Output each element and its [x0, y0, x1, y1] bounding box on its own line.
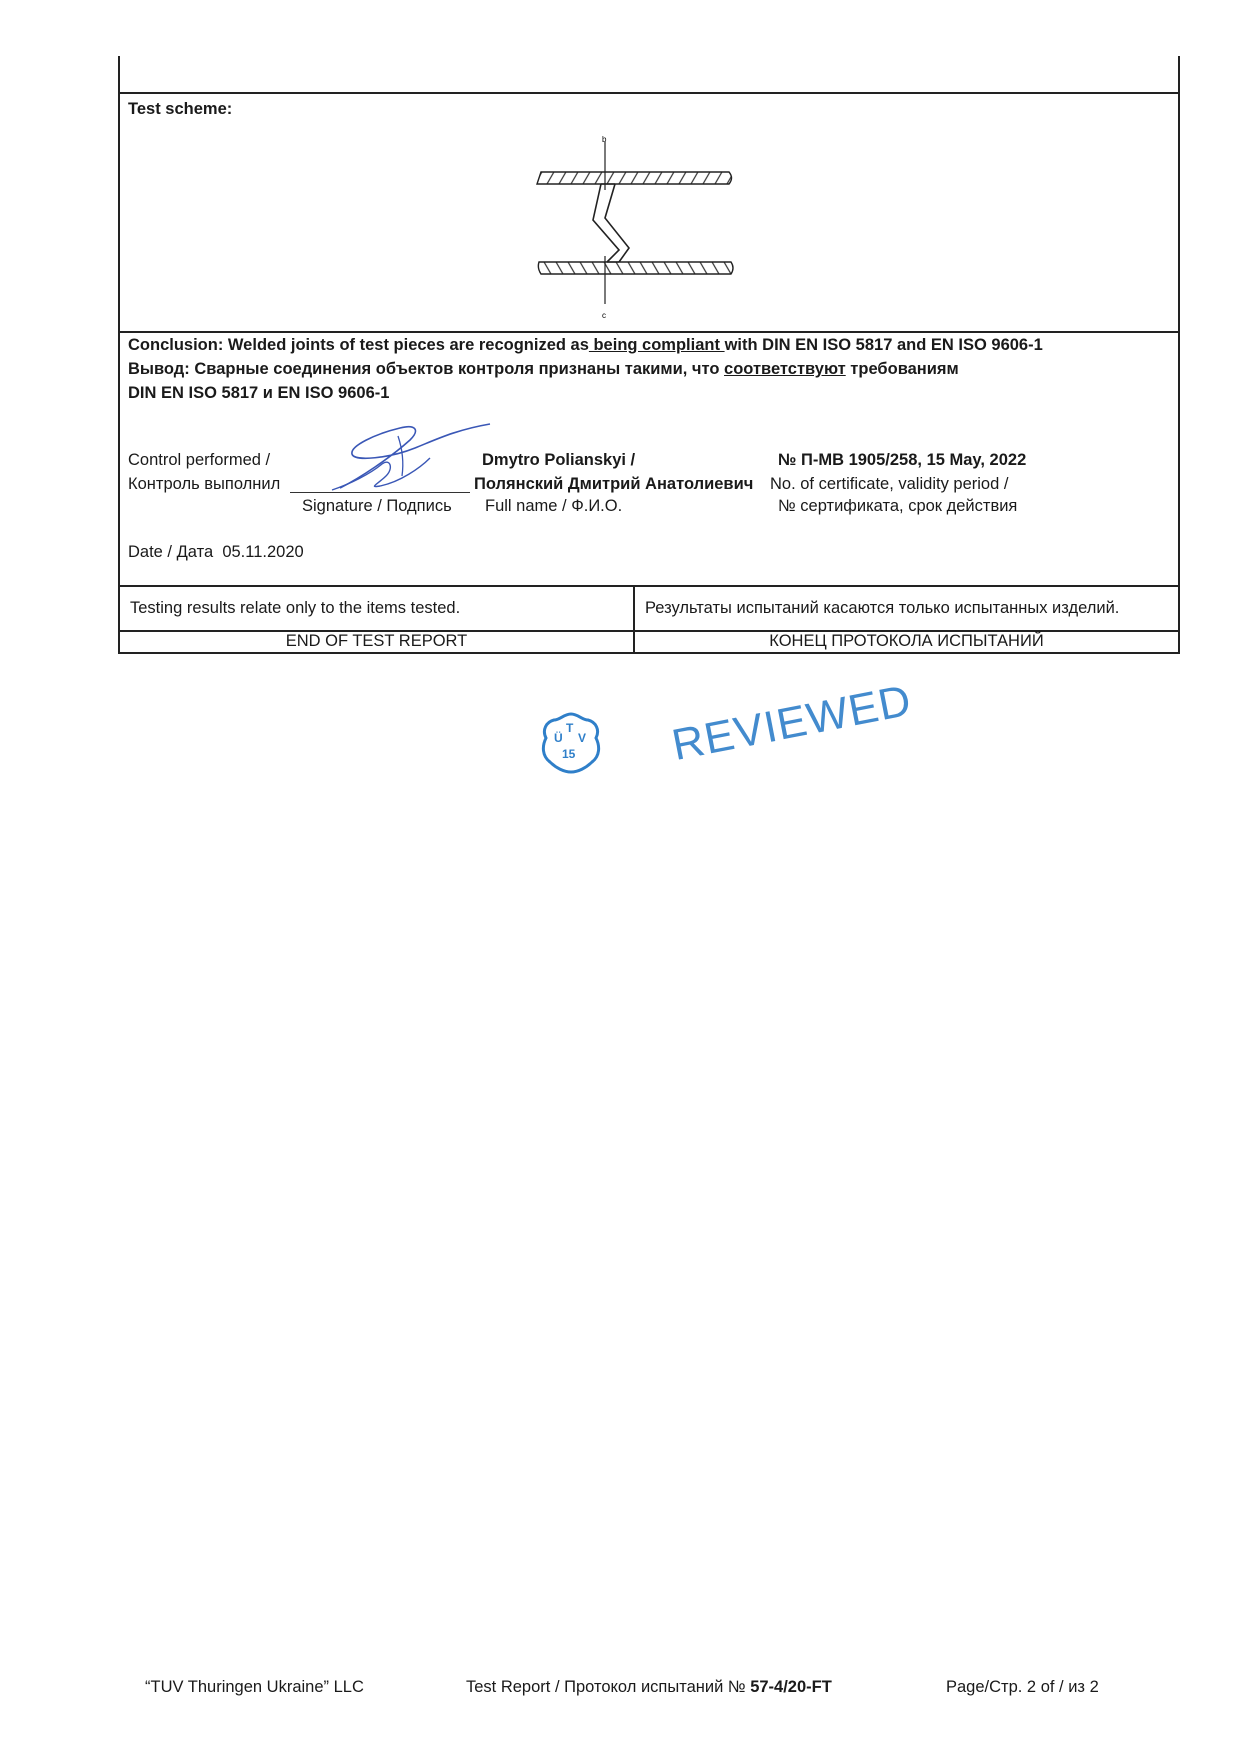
date-value: 05.11.2020 — [222, 543, 304, 561]
inspector-name-ru: Полянский Дмитрий Анатолиевич — [474, 475, 754, 493]
handwritten-signature — [320, 418, 500, 498]
scheme-label-c: c — [602, 311, 606, 320]
tuv-number: 15 — [562, 747, 576, 761]
footer-page-number: Page/Стр. 2 of / из 2 — [946, 1678, 1099, 1696]
frame-right-border — [1178, 56, 1180, 654]
tuv-letter-u: Ü — [554, 731, 563, 745]
footer-company: “TUV Thuringen Ukraine” LLC — [145, 1678, 364, 1696]
signature-label: Signature / Подпись — [302, 497, 452, 515]
scheme-label-b: b — [602, 135, 607, 144]
date-row — [128, 543, 304, 563]
fullname-label: Full name / Ф.И.О. — [485, 497, 623, 515]
conclusion-ru-suffix: требованиям — [845, 360, 959, 378]
tuv-letter-t: T — [566, 721, 574, 735]
certificate-label-en: No. of certificate, validity period / — [770, 475, 1009, 493]
conclusion-ru-underlined: соответствуют — [724, 360, 846, 378]
end-of-report-en: END OF TEST REPORT — [285, 632, 468, 650]
conclusion-en-suffix: with DIN EN ISO 5817 and EN ISO 9606-1 — [724, 336, 1043, 354]
frame-line-top — [118, 92, 1180, 94]
tuv-stamp-logo — [538, 710, 604, 776]
conclusion-en-prefix: Conclusion: Welded joints of test pieces are recognized as — [128, 336, 589, 354]
note-en: Testing results relate only to the items tested. — [130, 599, 461, 617]
conclusion-ru-prefix: Вывод: Сварные соединения объектов контроля признаны такими, что — [128, 360, 725, 378]
footer-report — [466, 1678, 832, 1698]
control-performed-en: Control performed / — [128, 451, 271, 469]
conclusion-ru — [128, 360, 959, 380]
inspector-name-en: Dmytro Polianskyi / — [482, 451, 636, 469]
conclusion-en-underlined: being compliant — [588, 336, 725, 354]
conclusion-ru-line2: DIN EN ISO 5817 и EN ISO 9606-1 — [128, 384, 390, 402]
frame-line-end-bottom — [118, 652, 1180, 654]
certificate-label-ru: № сертификата, срок действия — [778, 497, 1018, 515]
footer-report-number: 57-4/20-FT — [750, 1678, 832, 1696]
frame-left-border — [118, 56, 120, 654]
footer-report-prefix: Test Report / Протокол испытаний № — [466, 1678, 751, 1696]
date-label: Date / Дата — [128, 543, 214, 561]
end-of-report-ru: КОНЕЦ ПРОТОКОЛА ИСПЫТАНИЙ — [769, 632, 1044, 650]
conclusion-en — [128, 336, 1043, 356]
reviewed-stamp: REVIEWED — [668, 675, 916, 771]
control-performed-ru: Контроль выполнил — [128, 475, 281, 493]
weld-test-scheme-diagram — [535, 132, 740, 324]
tuv-letter-v: V — [578, 731, 587, 745]
frame-line-signoff-bottom — [118, 585, 1180, 587]
certificate-number: № П-МВ 1905/258, 15 May, 2022 — [778, 451, 1027, 469]
note-ru: Результаты испытаний касаются только испытанных изделий. — [645, 599, 1120, 617]
frame-line-scheme-bottom — [118, 331, 1180, 333]
test-scheme-heading: Test scheme: — [128, 100, 233, 118]
